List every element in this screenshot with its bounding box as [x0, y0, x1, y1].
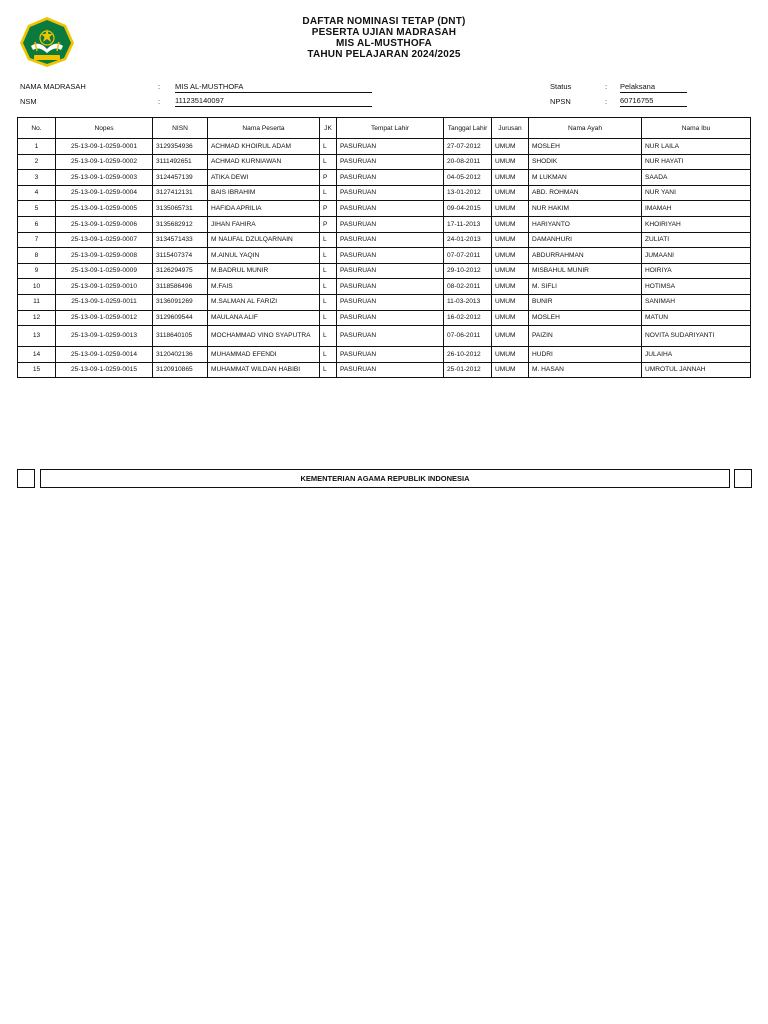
nama-madrasah-value: MIS AL-MUSTHOFA: [175, 82, 372, 93]
table-row: [18, 310, 751, 326]
cell-jurusan: UMUM: [492, 185, 529, 201]
cell-nama-peserta: MUHAMMAD EFENDI: [208, 347, 320, 363]
cell-tempat-lahir: PASURUAN: [337, 216, 444, 232]
cell-tanggal-lahir: 27-07-2012: [444, 139, 492, 155]
header-jk: JK: [320, 118, 337, 139]
cell-jk: L: [320, 248, 337, 264]
cell-no: 12: [18, 310, 56, 326]
cell-nopes: 25-13-09-1-0259-0014: [56, 347, 153, 363]
cell-jurusan: UMUM: [492, 279, 529, 295]
cell-jk: P: [320, 201, 337, 217]
cell-jk: L: [320, 347, 337, 363]
cell-tempat-lahir: PASURUAN: [337, 201, 444, 217]
table-row: [18, 347, 751, 363]
cell-nisn: 3126294975: [153, 263, 208, 279]
cell-nama-peserta: M.SALMAN AL FARIZI: [208, 294, 320, 310]
kemenag-logo: [17, 16, 77, 68]
cell-tanggal-lahir: 11-03-2013: [444, 294, 492, 310]
cell-tempat-lahir: PASURUAN: [337, 279, 444, 295]
cell-nisn: 3111492651: [153, 154, 208, 170]
cell-nisn: 3120910865: [153, 362, 208, 378]
cell-nama-ayah: ABDURRAHMAN: [529, 248, 642, 264]
cell-nopes: 25-13-09-1-0259-0006: [56, 216, 153, 232]
cell-nisn: 3129354936: [153, 139, 208, 155]
cell-nama-peserta: ACHMAD KHOIRUL ADAM: [208, 139, 320, 155]
cell-jurusan: UMUM: [492, 310, 529, 326]
cell-nama-ayah: ABD. ROHMAN: [529, 185, 642, 201]
nsm-value: 111235140097: [175, 96, 372, 107]
cell-nopes: 25-13-09-1-0259-0010: [56, 279, 153, 295]
cell-jurusan: UMUM: [492, 154, 529, 170]
cell-tempat-lahir: PASURUAN: [337, 326, 444, 347]
cell-nisn: 3120402136: [153, 347, 208, 363]
cell-tanggal-lahir: 20-08-2011: [444, 154, 492, 170]
cell-nama-ibu: NOVITA SUDARIYANTI: [642, 326, 751, 347]
cell-no: 2: [18, 154, 56, 170]
table-row: [18, 170, 751, 186]
cell-nama-peserta: JIHAN FAHIRA: [208, 216, 320, 232]
cell-jk: P: [320, 216, 337, 232]
cell-nama-ibu: NUR YANI: [642, 185, 751, 201]
cell-nama-ayah: NUR HAKIM: [529, 201, 642, 217]
cell-no: 8: [18, 248, 56, 264]
title-line-2: PESERTA UJIAN MADRASAH: [311, 27, 457, 38]
cell-jurusan: UMUM: [492, 216, 529, 232]
colon: :: [158, 97, 161, 106]
cell-nisn: 3124457139: [153, 170, 208, 186]
header-tanggal-lahir: Tanggal Lahir: [444, 118, 492, 139]
header-nama-ibu: Nama Ibu: [642, 118, 751, 139]
cell-jk: L: [320, 263, 337, 279]
header-nisn: NISN: [153, 118, 208, 139]
header-tempat-lahir: Tempat Lahir: [337, 118, 444, 139]
cell-jurusan: UMUM: [492, 263, 529, 279]
table-row: [18, 294, 751, 310]
cell-nama-peserta: ATIKA DEWI: [208, 170, 320, 186]
footer-right-box: [734, 469, 752, 488]
cell-no: 13: [18, 326, 56, 347]
cell-tanggal-lahir: 08-02-2011: [444, 279, 492, 295]
cell-nama-ibu: NUR LAILA: [642, 139, 751, 155]
cell-nama-peserta: HAFIDA APRILIA: [208, 201, 320, 217]
cell-jurusan: UMUM: [492, 139, 529, 155]
cell-nama-ibu: HOIRIYA: [642, 263, 751, 279]
cell-nopes: 25-13-09-1-0259-0011: [56, 294, 153, 310]
cell-nopes: 25-13-09-1-0259-0002: [56, 154, 153, 170]
cell-nama-ayah: HUDRI: [529, 347, 642, 363]
table-row: [18, 248, 751, 264]
cell-nopes: 25-13-09-1-0259-0003: [56, 170, 153, 186]
cell-nama-ibu: HOTIMSA: [642, 279, 751, 295]
cell-nama-ayah: HARIYANTO: [529, 216, 642, 232]
cell-nama-ibu: NUR HAYATI: [642, 154, 751, 170]
cell-nama-ibu: ZULIATI: [642, 232, 751, 248]
table-header-row: [18, 118, 751, 139]
colon: :: [605, 97, 608, 106]
table-row: [18, 279, 751, 295]
cell-nama-ibu: SAADA: [642, 170, 751, 186]
table-row: [18, 185, 751, 201]
cell-nama-ayah: DAMANHURI: [529, 232, 642, 248]
cell-tanggal-lahir: 25-01-2012: [444, 362, 492, 378]
footer-institution: KEMENTERIAN AGAMA REPUBLIK INDONESIA: [40, 469, 730, 488]
header-nama-peserta: Nama Peserta: [208, 118, 320, 139]
cell-nisn: 3134571433: [153, 232, 208, 248]
cell-tanggal-lahir: 17-11-2013: [444, 216, 492, 232]
cell-tempat-lahir: PASURUAN: [337, 185, 444, 201]
cell-nopes: 25-13-09-1-0259-0012: [56, 310, 153, 326]
cell-nama-peserta: M.FAIS: [208, 279, 320, 295]
cell-jk: L: [320, 326, 337, 347]
cell-nama-peserta: BAIS IBRAHIM: [208, 185, 320, 201]
cell-no: 7: [18, 232, 56, 248]
header-nopes: Nopes: [56, 118, 153, 139]
cell-nama-ayah: MISBAHUL MUNIR: [529, 263, 642, 279]
cell-nisn: 3118640105: [153, 326, 208, 347]
cell-jurusan: UMUM: [492, 232, 529, 248]
cell-jk: L: [320, 154, 337, 170]
table-row: [18, 263, 751, 279]
table-row: [18, 362, 751, 378]
npsn-label: NPSN: [550, 97, 571, 106]
cell-nama-ayah: M LUKMAN: [529, 170, 642, 186]
cell-tempat-lahir: PASURUAN: [337, 248, 444, 264]
cell-no: 14: [18, 347, 56, 363]
cell-tanggal-lahir: 29-10-2012: [444, 263, 492, 279]
cell-nama-ibu: UMROTUL JANNAH: [642, 362, 751, 378]
cell-nisn: 3129609544: [153, 310, 208, 326]
header-no: No.: [18, 118, 56, 139]
cell-no: 1: [18, 139, 56, 155]
cell-jk: L: [320, 139, 337, 155]
cell-nama-ayah: M. SIFLI: [529, 279, 642, 295]
colon: :: [158, 82, 161, 91]
cell-tempat-lahir: PASURUAN: [337, 347, 444, 363]
cell-nama-ayah: SHODIK: [529, 154, 642, 170]
cell-nama-ibu: KHOIRIYAH: [642, 216, 751, 232]
participant-table: [17, 117, 751, 378]
cell-jurusan: UMUM: [492, 294, 529, 310]
cell-tanggal-lahir: 09-04-2015: [444, 201, 492, 217]
title-line-1: DAFTAR NOMINASI TETAP (DNT): [302, 16, 466, 27]
cell-jk: L: [320, 279, 337, 295]
status-label: Status: [550, 82, 572, 91]
colon: :: [605, 82, 608, 91]
cell-nopes: 25-13-09-1-0259-0009: [56, 263, 153, 279]
cell-nopes: 25-13-09-1-0259-0008: [56, 248, 153, 264]
cell-tanggal-lahir: 16-02-2012: [444, 310, 492, 326]
table-row: [18, 201, 751, 217]
cell-no: 11: [18, 294, 56, 310]
cell-nisn: 3135065731: [153, 201, 208, 217]
title-line-4: TAHUN PELAJARAN 2024/2025: [307, 49, 461, 60]
cell-tempat-lahir: PASURUAN: [337, 310, 444, 326]
table-row: [18, 154, 751, 170]
document-title: [200, 16, 568, 60]
footer-left-box: [17, 469, 35, 488]
cell-nama-ibu: IMAMAH: [642, 201, 751, 217]
cell-nopes: 25-13-09-1-0259-0007: [56, 232, 153, 248]
cell-tempat-lahir: PASURUAN: [337, 170, 444, 186]
cell-nopes: 25-13-09-1-0259-0005: [56, 201, 153, 217]
cell-nama-ibu: SANIMAH: [642, 294, 751, 310]
cell-jk: L: [320, 185, 337, 201]
cell-nama-ayah: MOSLEH: [529, 139, 642, 155]
cell-no: 5: [18, 201, 56, 217]
cell-tanggal-lahir: 13-01-2012: [444, 185, 492, 201]
cell-jk: P: [320, 170, 337, 186]
cell-nama-ibu: MATUN: [642, 310, 751, 326]
cell-tempat-lahir: PASURUAN: [337, 294, 444, 310]
nsm-label: NSM: [20, 97, 37, 106]
cell-nama-peserta: M.AINUL YAQIN: [208, 248, 320, 264]
cell-tanggal-lahir: 04-05-2012: [444, 170, 492, 186]
cell-tanggal-lahir: 07-07-2011: [444, 248, 492, 264]
cell-nisn: 3136091269: [153, 294, 208, 310]
cell-jk: L: [320, 362, 337, 378]
table-row: [18, 326, 751, 347]
npsn-value: 60716755: [620, 96, 687, 107]
cell-nopes: 25-13-09-1-0259-0015: [56, 362, 153, 378]
cell-jurusan: UMUM: [492, 201, 529, 217]
cell-no: 3: [18, 170, 56, 186]
cell-tempat-lahir: PASURUAN: [337, 362, 444, 378]
table-row: [18, 216, 751, 232]
cell-nopes: 25-13-09-1-0259-0001: [56, 139, 153, 155]
cell-nisn: 3118586496: [153, 279, 208, 295]
cell-jurusan: UMUM: [492, 248, 529, 264]
cell-no: 10: [18, 279, 56, 295]
cell-nama-ayah: MOSLEH: [529, 310, 642, 326]
cell-jurusan: UMUM: [492, 362, 529, 378]
cell-jurusan: UMUM: [492, 170, 529, 186]
cell-nopes: 25-13-09-1-0259-0004: [56, 185, 153, 201]
cell-nama-ibu: JULAIHA: [642, 347, 751, 363]
cell-nama-peserta: M NAUFAL DZULQARNAIN: [208, 232, 320, 248]
cell-nopes: 25-13-09-1-0259-0013: [56, 326, 153, 347]
cell-jurusan: UMUM: [492, 347, 529, 363]
cell-tanggal-lahir: 26-10-2012: [444, 347, 492, 363]
header-jurusan: Jurusan: [492, 118, 529, 139]
cell-tanggal-lahir: 07-06-2011: [444, 326, 492, 347]
cell-tempat-lahir: PASURUAN: [337, 232, 444, 248]
cell-nama-ibu: JUMAANI: [642, 248, 751, 264]
cell-nama-peserta: MUHAMMAT WILDAN HABIBI: [208, 362, 320, 378]
cell-nama-peserta: MAULANA ALIF: [208, 310, 320, 326]
cell-nisn: 3115407374: [153, 248, 208, 264]
cell-nama-ayah: M. HASAN: [529, 362, 642, 378]
cell-tanggal-lahir: 24-01-2013: [444, 232, 492, 248]
cell-tempat-lahir: PASURUAN: [337, 139, 444, 155]
status-value: Pelaksana: [620, 82, 687, 93]
cell-nisn: 3135682912: [153, 216, 208, 232]
nama-madrasah-label: NAMA MADRASAH: [20, 82, 86, 91]
cell-no: 9: [18, 263, 56, 279]
cell-jk: L: [320, 232, 337, 248]
table-row: [18, 139, 751, 155]
cell-nisn: 3127412131: [153, 185, 208, 201]
cell-jurusan: UMUM: [492, 326, 529, 347]
cell-nama-ayah: PAIZIN: [529, 326, 642, 347]
cell-nama-peserta: MOCHAMMAD VINO SYAPUTRA: [208, 326, 320, 347]
cell-nama-peserta: M.BADRUL MUNIR: [208, 263, 320, 279]
cell-no: 6: [18, 216, 56, 232]
cell-no: 4: [18, 185, 56, 201]
cell-jk: L: [320, 294, 337, 310]
cell-no: 15: [18, 362, 56, 378]
cell-nama-ayah: BUNIR: [529, 294, 642, 310]
table-row: [18, 232, 751, 248]
cell-tempat-lahir: PASURUAN: [337, 154, 444, 170]
cell-jk: L: [320, 310, 337, 326]
title-line-3: MIS AL-MUSTHOFA: [336, 38, 432, 49]
header-nama-ayah: Nama Ayah: [529, 118, 642, 139]
cell-nama-peserta: ACHMAD KURNIAWAN: [208, 154, 320, 170]
cell-tempat-lahir: PASURUAN: [337, 263, 444, 279]
